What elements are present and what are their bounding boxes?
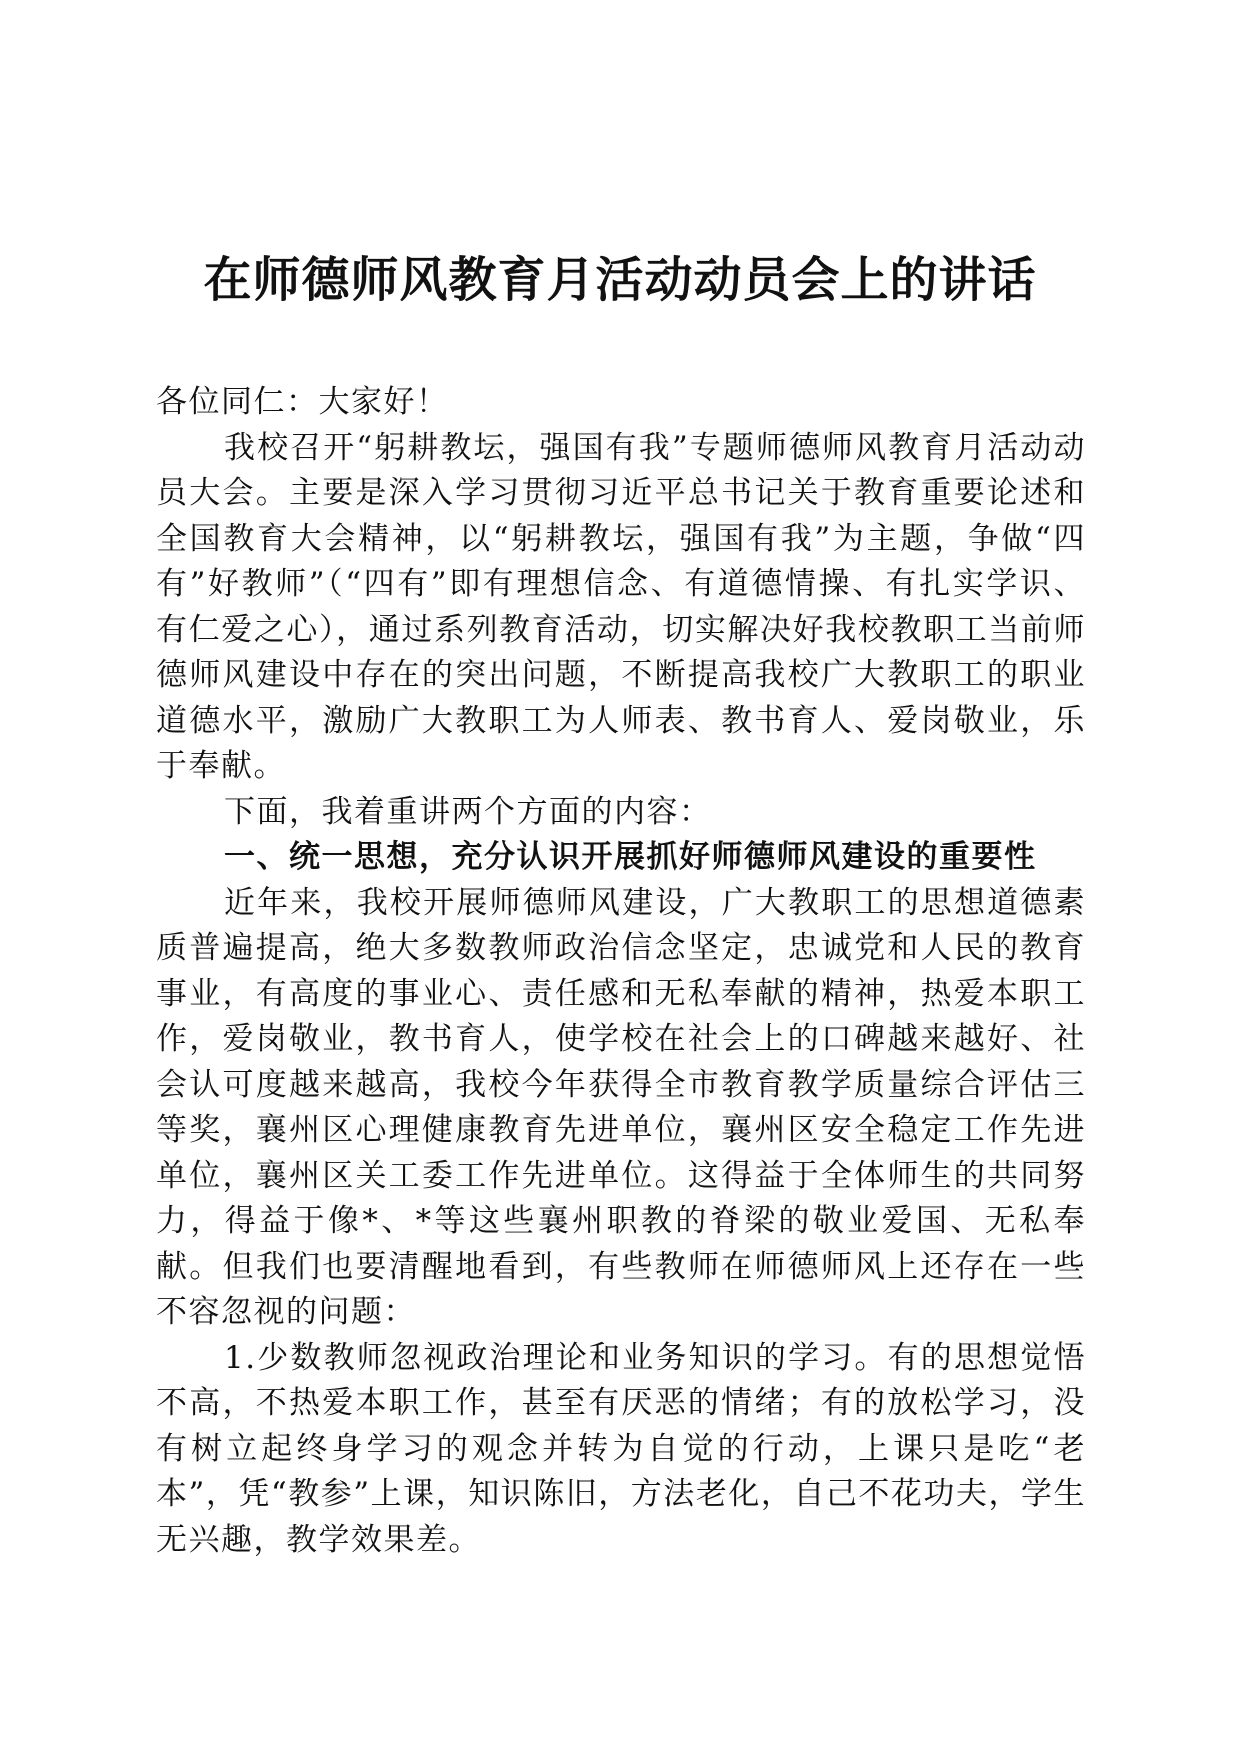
page-title: 在师德师风教育月活动动员会上的讲话 — [203, 252, 1037, 308]
paragraph-intro: 我校召开“躬耕教坛，强国有我”专题师德师风教育月活动动员大会。主要是深入学习贯彻习近平总书记关于教育重要论述和全国教育大会精神，以“躬耕教坛，强国有我”为主题，争做“四有”好教师”（“四有”即有理想信念、有道德情操、有扎实学识、有仁爱之心），通过系列教育活动，切实解决好我校教职工当前师德师风建设中存在的突出问题，不断提高我校广大教职工的职业道德水平，激励广大教职工为人师表、教书育人、爱岗敬业，乐于奉献。 — [156, 429, 1086, 784]
paragraph-achievements: 近年来，我校开展师德师风建设，广大教职工的思想道德素质普遍提高，绝大多数教师政治信念坚定，忠诚党和人民的教育事业，有高度的事业心、责任感和无私奉献的精神，热爱本职工作，爱岗敬业，教书育人，使学校在社会上的口碑越来越好、社会认可度越来越高，我校今年获得全市教育教学质量综合评估三等奖，襄州区心理健康教育先进单位，襄州区安全稳定工作先进单位，襄州区关工委工作先进单位。这得益于全体师生的共同努力，得益于像*、*等这些襄州职教的脊梁的敬业爱国、无私奉献。但我们也要清醒地看到，有些教师在师德师风上还存在一些不容忽视的问题： — [156, 884, 1086, 1330]
section-heading: 一、统一思想，充分认识开展抓好师德师风建设的重要性 — [224, 839, 1037, 875]
paragraph-problem-1: 1.少数教师忽视政治理论和业务知识的学习。有的思想觉悟不高，不热爱本职工作，甚至有厌恶的情绪；有的放松学习，没有树立起终身学习的观念并转为自觉的行动，上课只是吃“老本”，凭“教参”上课，知识陈旧，方法老化，自己不花功夫，学生无兴趣，教学效果差。 — [156, 1339, 1086, 1558]
paragraph-outline: 下面，我着重讲两个方面的内容： — [224, 793, 712, 830]
salutation: 各位同仁：大家好！ — [156, 384, 449, 420]
document-body — [156, 380, 1086, 1563]
